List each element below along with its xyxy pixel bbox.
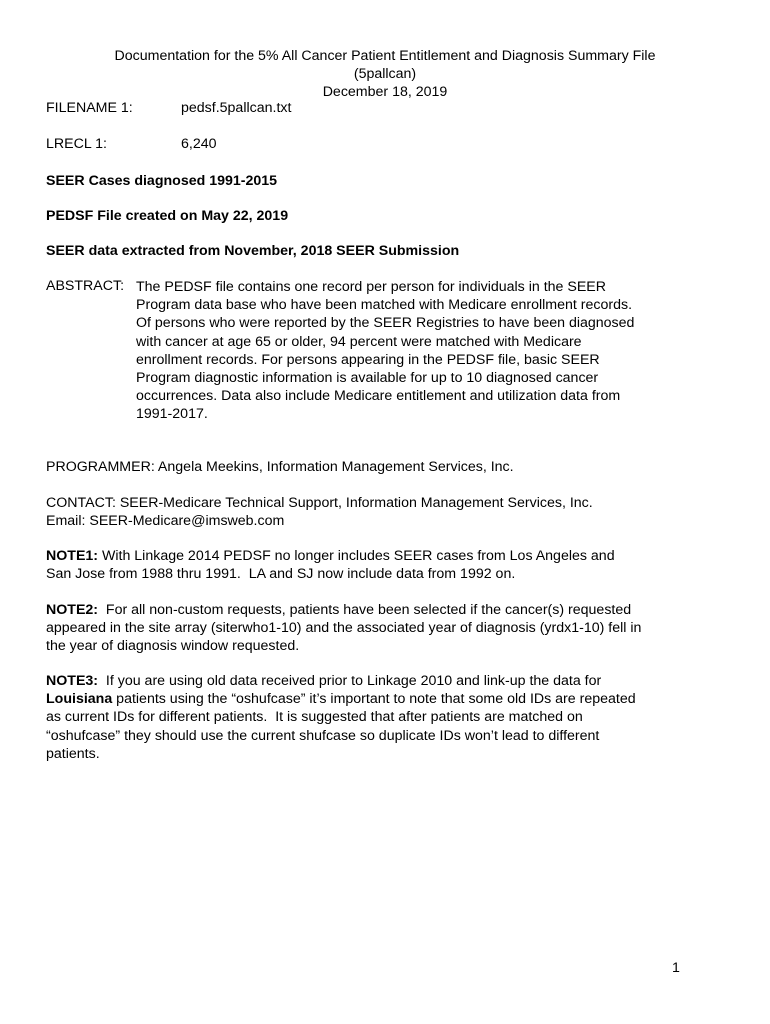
note2-block: [46, 601, 716, 656]
cases-diagnosed-line: SEER Cases diagnosed 1991-2015: [46, 173, 278, 189]
note3-label: NOTE3:: [46, 673, 99, 689]
note1-text: With Linkage 2014 PEDSF no longer includes SEER cases from Los Angeles and: [98, 548, 615, 564]
lrecl-label: LRECL 1:: [46, 136, 107, 152]
abstract-line: Program diagnostic information is available for up to 10 diagnosed cancer: [136, 370, 599, 387]
note1-label: NOTE1:: [46, 548, 99, 564]
note3-text: as current IDs for different patients. It is suggested that after patients are matched on: [46, 709, 583, 726]
note3-text: “oshufcase” they should use the current shufcase so duplicate IDs won’t lead to different: [46, 727, 600, 744]
filename-value: pedsf.5pallcan.txt: [181, 100, 292, 116]
data-extracted-line: SEER data extracted from November, 2018 SEER Submission: [46, 243, 460, 259]
lrecl-value: 6,240: [181, 136, 217, 152]
note3-text: patients.: [46, 745, 100, 762]
abstract-line: Program data base who have been matched with Medicare enrollment records.: [136, 297, 633, 314]
note3-text: patients using the “oshufcase” it’s important to note that some old IDs are repeated: [112, 691, 636, 708]
note2-text: For all non-custom requests, patients have been selected if the cancer(s) requested: [98, 602, 632, 618]
filename-label: FILENAME 1:: [46, 100, 133, 116]
abstract-body: [136, 278, 696, 424]
note2-text: appeared in the site array (siterwho1-10) and the associated year of diagnosis (yrdx1-10) fell in: [46, 620, 642, 637]
note1-text: San Jose from 1988 thru 1991. LA and SJ now include data from 1992 on.: [46, 566, 516, 583]
file-created-line: PEDSF File created on May 22, 2019: [46, 208, 289, 224]
abstract-label: ABSTRACT:: [46, 278, 125, 294]
contact-email: Email: SEER-Medicare@imsweb.com: [46, 513, 285, 530]
note1-block: [46, 547, 716, 583]
programmer-line: PROGRAMMER: Angela Meekins, Information Management Services, Inc.: [46, 459, 514, 475]
contact-line: CONTACT: SEER-Medicare Technical Support, Information Management Services, Inc.: [46, 495, 593, 511]
abstract-line: 1991-2017.: [136, 406, 208, 423]
abstract-line: enrollment records. For persons appearing in the PEDSF file, basic SEER: [136, 351, 600, 368]
document-title: [40, 47, 730, 101]
contact-block: [46, 494, 716, 530]
page-number: 1: [672, 960, 680, 976]
note3-block: [46, 672, 716, 763]
title-line-2: (5pallcan): [353, 66, 417, 82]
title-line-1: Documentation for the 5% All Cancer Patient Entitlement and Diagnosis Summary File: [114, 48, 656, 64]
note2-text: the year of diagnosis window requested.: [46, 638, 300, 655]
abstract-line: with cancer at age 65 or older, 94 percent were matched with Medicare: [136, 333, 582, 350]
document-date: December 18, 2019: [322, 84, 448, 100]
note2-label: NOTE2:: [46, 602, 99, 618]
abstract-line: Of persons who were reported by the SEER Registries to have been diagnosed: [136, 315, 635, 332]
note3-emphasis: Louisiana: [46, 691, 113, 708]
abstract-line: The PEDSF file contains one record per person for individuals in the SEER: [136, 279, 607, 295]
note3-text: If you are using old data received prior to Linkage 2010 and link-up the data for: [98, 673, 602, 689]
abstract-line: occurrences. Data also include Medicare entitlement and utilization data from: [136, 388, 621, 405]
